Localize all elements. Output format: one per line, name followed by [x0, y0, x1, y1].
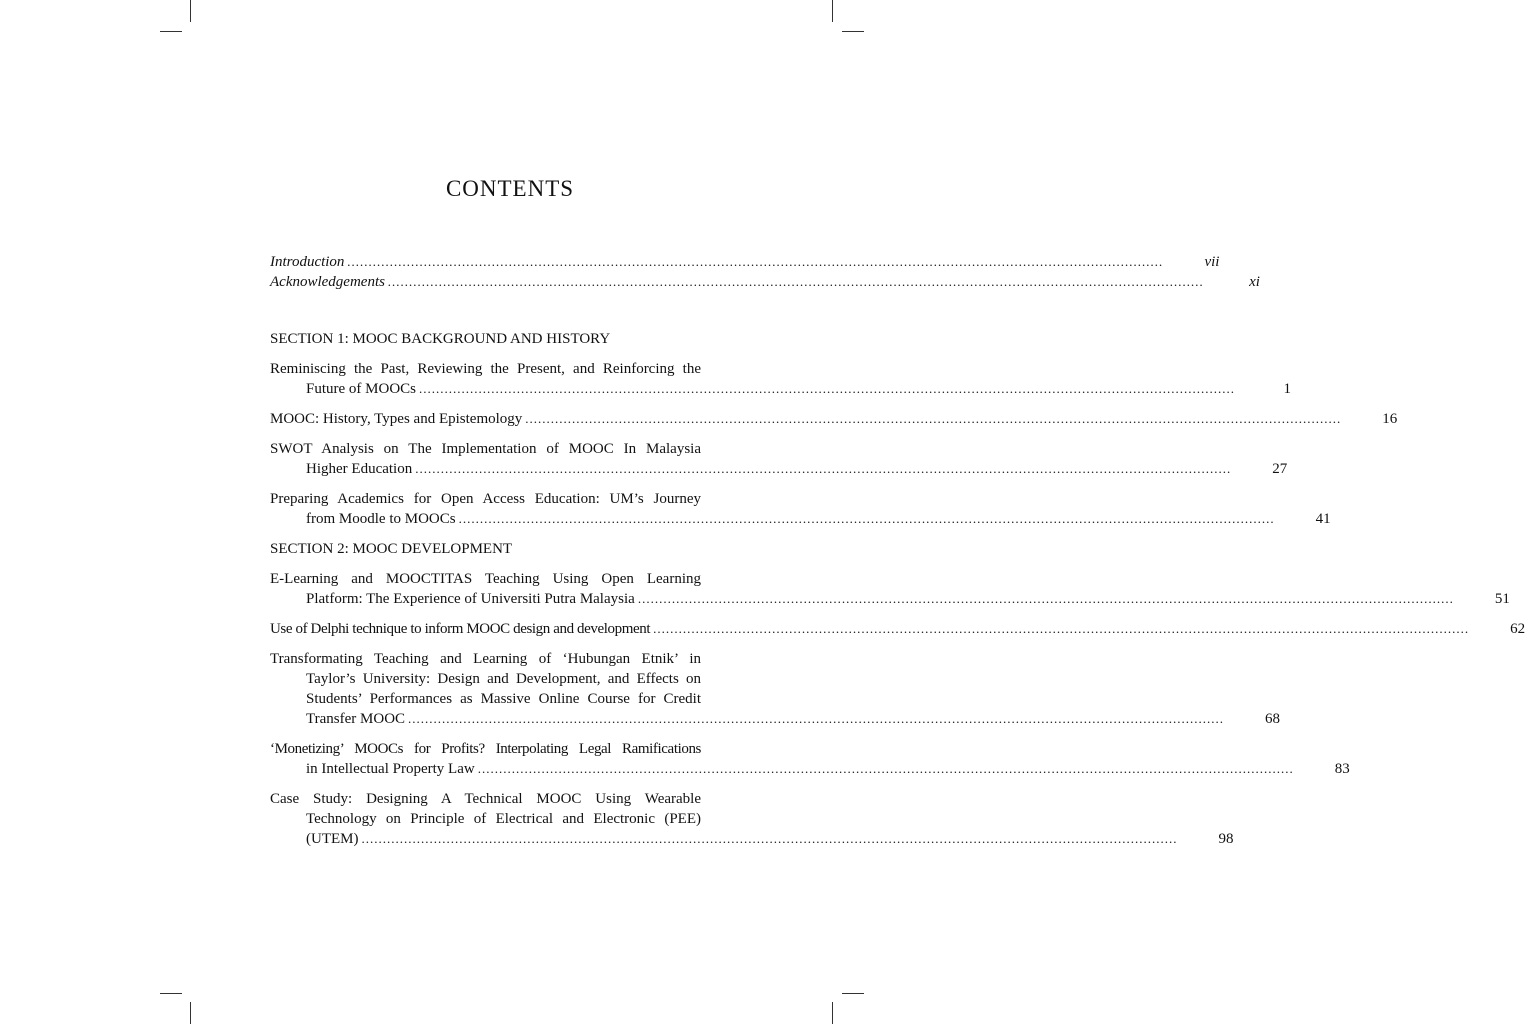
page-number: 27: [1272, 461, 1288, 477]
toc-entry[interactable]: [270, 439, 1288, 479]
dot-leader: [653, 619, 1469, 639]
toc-entry[interactable]: [270, 739, 1350, 779]
dot-leader: [388, 272, 1204, 292]
entry-title-line: Transfer MOOC: [306, 711, 406, 727]
entry-title-line: Preparing Academics for Open Access Education: UM’s Journey: [270, 491, 701, 507]
toc-entry-acknowledgements[interactable]: [270, 272, 1260, 292]
entry-title-line: MOOC: History, Types and Epistemology: [270, 411, 523, 427]
entry-title: Introduction: [270, 254, 345, 270]
dot-leader: [459, 509, 1275, 529]
page-title: CONTENTS: [445, 176, 575, 201]
crop-mark: [842, 993, 864, 994]
dot-leader: [347, 252, 1163, 272]
entry-title-line: Taylor’s University: Design and Development, and Effects on: [306, 671, 701, 687]
entry-title-line: (UTEM): [306, 831, 359, 847]
toc-entry[interactable]: [270, 359, 1292, 399]
dot-leader: [525, 409, 1341, 429]
entry-title: Acknowledgements: [270, 274, 385, 290]
page-number: 98: [1218, 831, 1234, 847]
crop-mark: [842, 31, 864, 32]
entry-title-line: Technology on Principle of Electrical and Electronic (PEE): [306, 811, 701, 827]
dot-leader: [419, 379, 1235, 399]
front-matter: [270, 252, 1260, 292]
page-number: 1: [1283, 381, 1292, 397]
toc-entry[interactable]: [270, 569, 1510, 609]
dot-leader: [638, 589, 1454, 609]
entry-title-line: Students’ Performances as Massive Online Course for Credit: [306, 691, 701, 707]
page-number: 68: [1265, 711, 1281, 727]
crop-mark: [190, 1002, 191, 1024]
dot-leader: [415, 459, 1231, 479]
section-heading: SECTION 2: MOOC DEVELOPMENT: [270, 541, 513, 557]
toc-entry[interactable]: [270, 649, 1281, 729]
crop-mark: [160, 31, 182, 32]
entry-title-line: Use of Delphi technique to inform MOOC design and development: [270, 621, 651, 637]
dot-leader: [478, 759, 1294, 779]
entry-title-line: Case Study: Designing A Technical MOOC Using Wearable: [270, 791, 701, 807]
crop-mark: [190, 0, 191, 22]
entry-title-line: from Moodle to MOOCs: [306, 511, 456, 527]
crop-mark: [832, 0, 833, 22]
entry-title-line: E-Learning and MOOCTITAS Teaching Using Open Learning: [270, 571, 701, 587]
page-number: vii: [1204, 254, 1220, 270]
entry-title-line: Platform: The Experience of Universiti Putra Malaysia: [306, 591, 635, 607]
toc-entry[interactable]: [270, 789, 1234, 849]
page-number: 83: [1334, 761, 1350, 777]
entry-title-line: ‘Monetizing’ MOOCs for Profits? Interpolating Legal Ramifications: [270, 741, 701, 757]
crop-mark: [832, 1002, 833, 1024]
crop-mark: [160, 993, 182, 994]
dot-leader: [362, 829, 1178, 849]
entry-title-line: SWOT Analysis on The Implementation of MOOC In Malaysia: [270, 441, 701, 457]
page-number: 62: [1510, 621, 1525, 637]
dot-leader: [408, 709, 1224, 729]
entry-title-line: Future of MOOCs: [306, 381, 417, 397]
section-heading: SECTION 1: MOOC BACKGROUND AND HISTORY: [270, 331, 611, 347]
toc-entry[interactable]: [270, 619, 1525, 639]
page-number: 51: [1494, 591, 1510, 607]
toc-entry-introduction[interactable]: [270, 252, 1220, 272]
toc-entry[interactable]: [270, 409, 1398, 429]
page-number: 41: [1315, 511, 1331, 527]
page-number: 16: [1382, 411, 1398, 427]
entry-title-line: Transformating Teaching and Learning of ‘Hubungan Etnik’ in: [270, 651, 701, 667]
entry-title-line: Higher Education: [306, 461, 413, 477]
entry-title-line: in Intellectual Property Law: [306, 761, 475, 777]
page-number: xi: [1249, 274, 1260, 290]
toc-entry[interactable]: [270, 489, 1331, 529]
entry-title-line: Reminiscing the Past, Reviewing the Present, and Reinforcing the: [270, 361, 701, 377]
table-of-contents: [270, 252, 1525, 859]
